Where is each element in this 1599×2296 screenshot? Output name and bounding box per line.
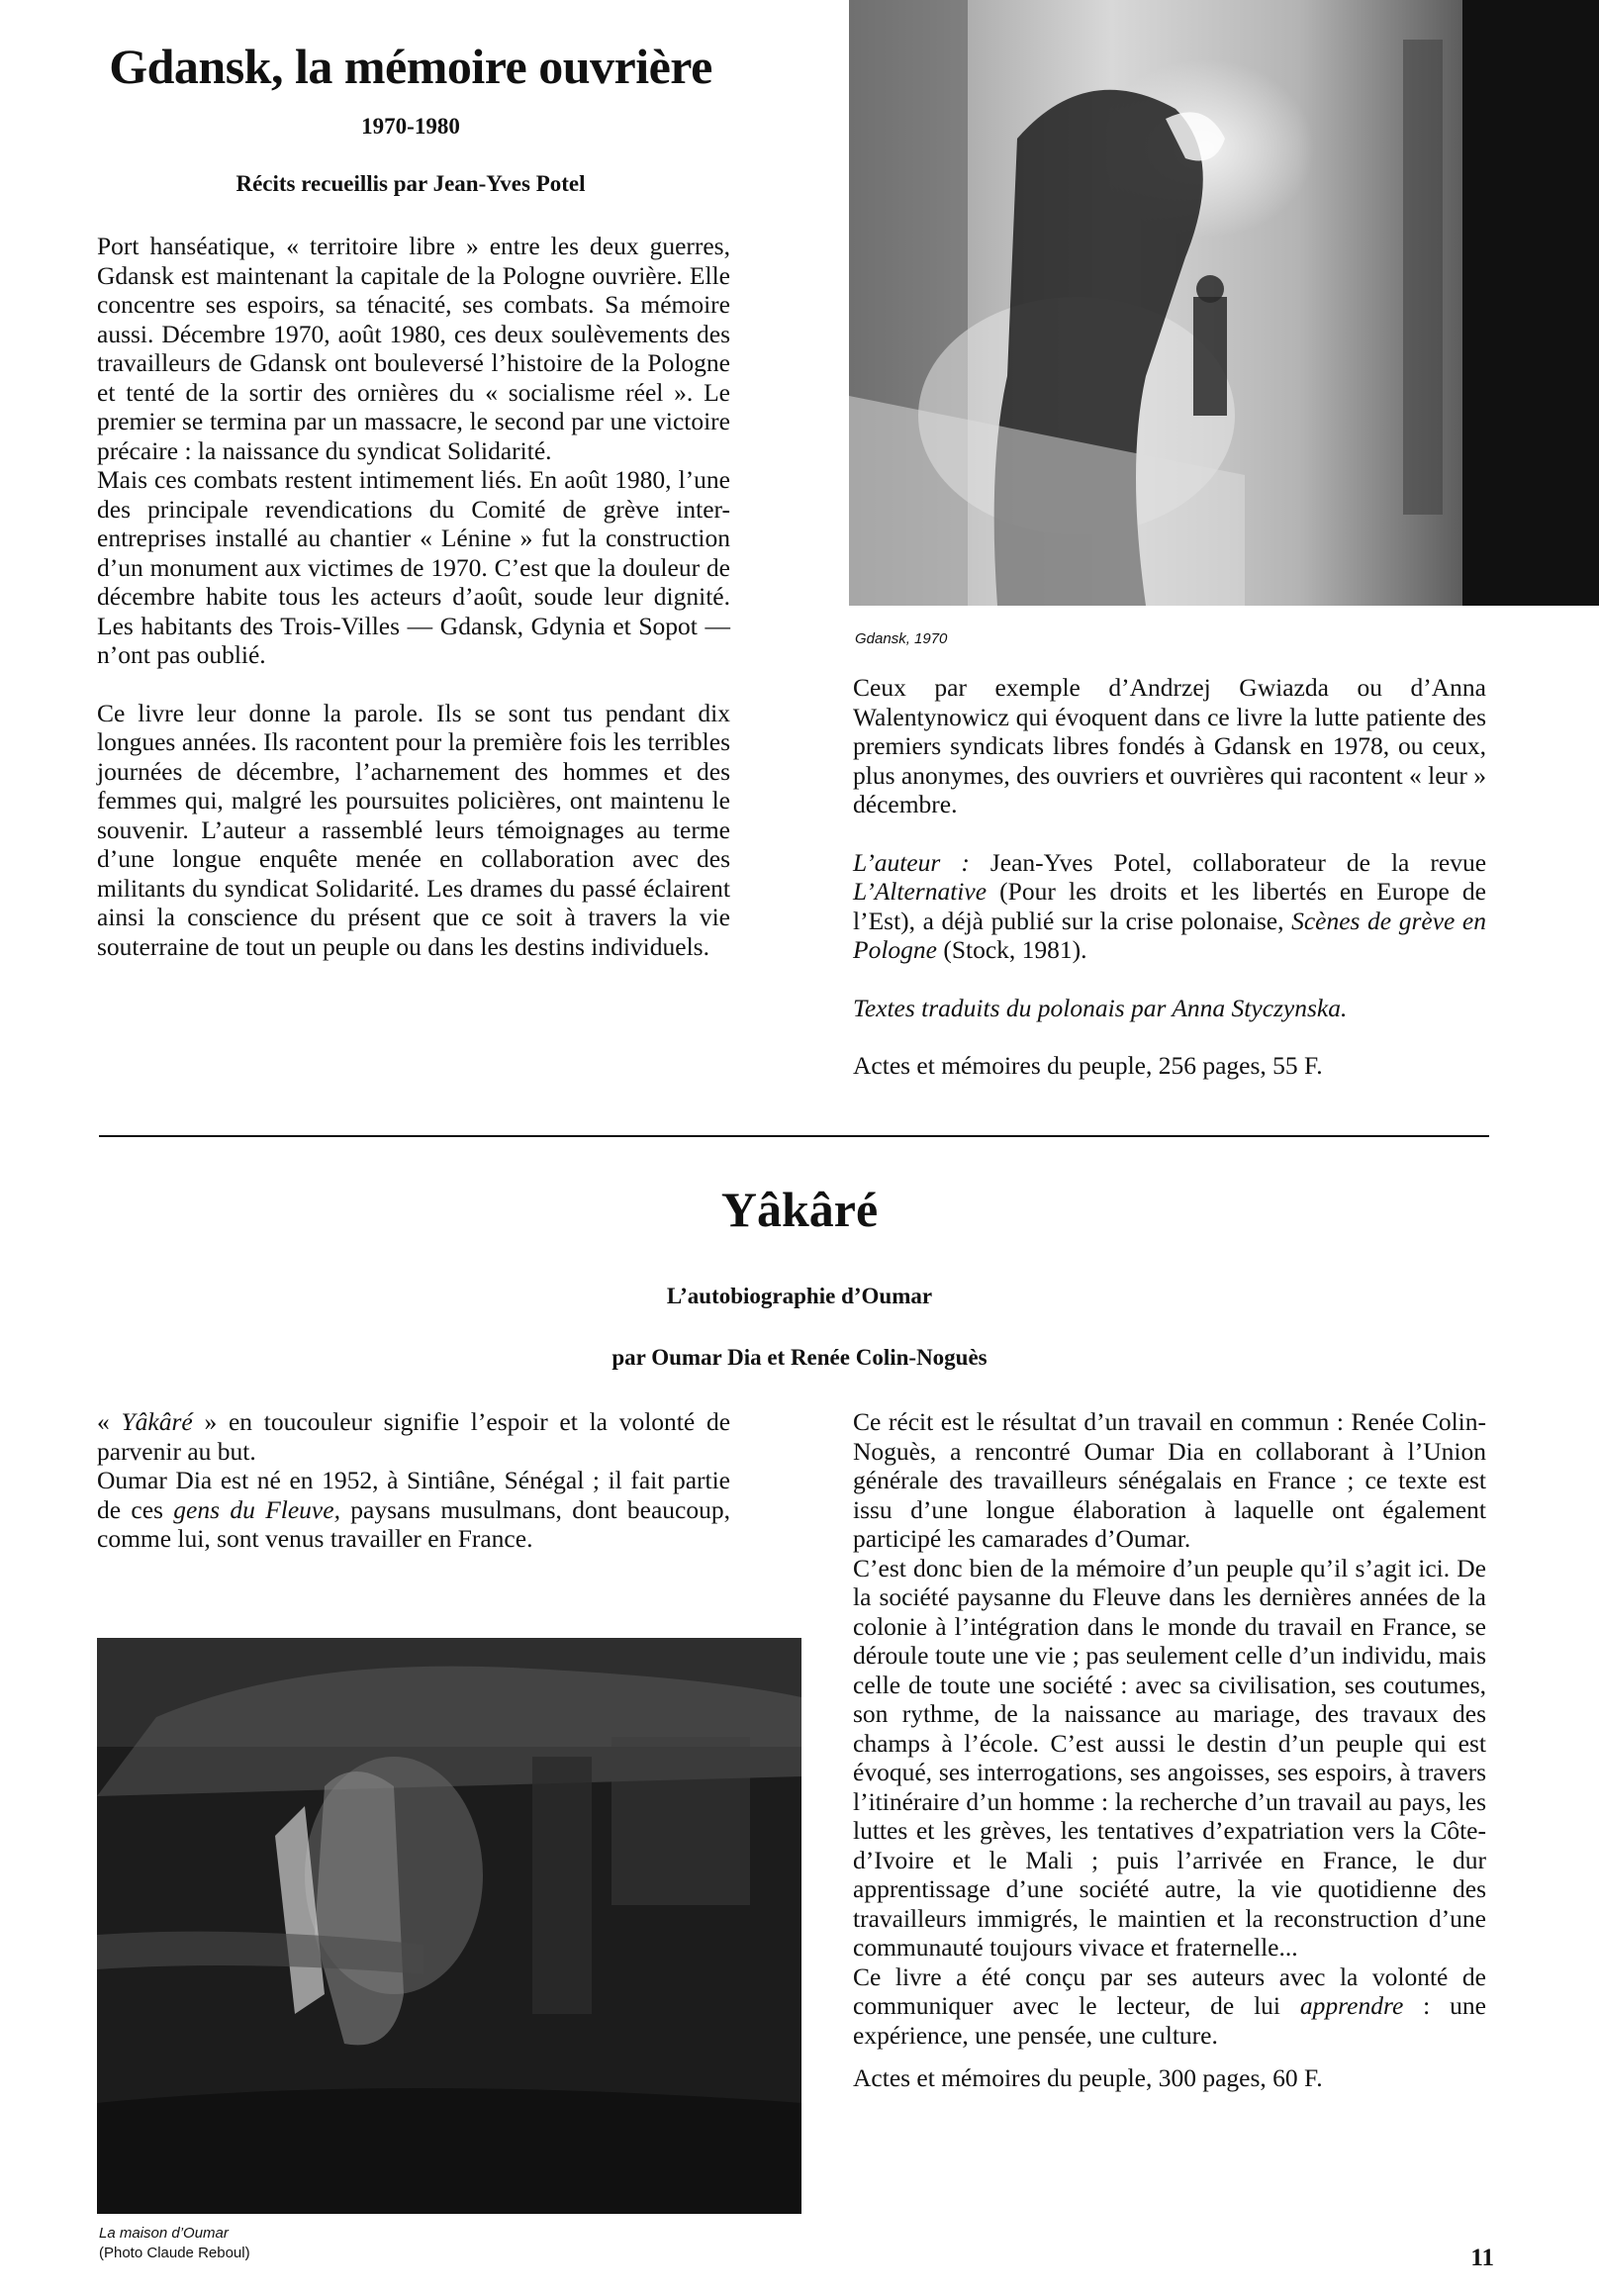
oumar-house-photo-image (97, 1638, 801, 2214)
article2-left-column (97, 1407, 730, 1554)
article1-paragraph-2: Mais ces combats restent intimement liés. En août 1980, l’une des principale revendications du Comité de grève inter-entreprises installé au chantier « Lénine » fut la construction d’un monument aux victimes de 1970. C’est que la douleur de décembre habite tous les acteurs d’août, soude leur dignité. Les habitants des Trois-Villes — Gdansk, Gdynia et Sopot — n’ont pas oublié. (97, 465, 730, 669)
article2-byline: par Oumar Dia et Renée Colin-Noguès (611, 1345, 988, 1370)
article2-intro-2 (97, 1466, 730, 1554)
article1-title: Gdansk, la mémoire ouvrière (109, 39, 712, 94)
article2-right-paragraph-1: Ce récit est le résultat d’un travail en commun : Renée Colin-Noguès, a rencontré Oumar Dia en collaborant à l’Union générale des travailleurs sénégalais en France ; ce texte est issu d’une longue élaboration à laquelle ont également participé les camarades d’Oumar. (853, 1407, 1486, 1553)
gdansk-photo (849, 0, 1599, 606)
intro2-b: paysans musulmans, dont beaucoup, comme lui, sont venus travailler en France. (97, 1494, 730, 1553)
article1-right-column (853, 673, 1486, 1081)
author-text-1: Jean-Yves Potel, collaborateur de la revue (969, 847, 1487, 877)
article2-subtitle: L’autobiographie d’Oumar (666, 1284, 933, 1308)
intro-rest: » en toucouleur signifie l’espoir et la volonté de parvenir au but. (97, 1407, 731, 1466)
intro2-em: gens du Fleuve, (173, 1494, 340, 1524)
oumar-house-photo (97, 1638, 801, 2214)
intro-word-yakare: Yâkâré (121, 1407, 193, 1436)
oumar-photo-credit: (Photo Claude Reboul) (99, 2245, 250, 2261)
article1-paragraph-1: Port hanséatique, « territoire libre » entre les deux guerres, Gdansk est maintenant la capitale de la Pologne ouvrière. Elle concentre ses espoirs, sa ténacité, ses combats. Sa mémoire aussi. Décembre 1970, août 1980, ces deux soulèvements des travailleurs de Gdansk ont bouleversé l’histoire de la Pologne et tenté de la sortir des ornières du « socialisme réel ». Le premier se termina par un massacre, le second par une victoire précaire : la naissance du syndicat Solidarité. (97, 232, 730, 465)
article1-translation: Textes traduits du polonais par Anna Styczynska. (853, 993, 1348, 1022)
para3-b: : une expérience, une pensée, une culture. (853, 1991, 1486, 2050)
article1-pubinfo: Actes et mémoires du peuple, 256 pages, 55 F. (853, 1051, 1323, 1080)
article1-dates: 1970-1980 (361, 114, 460, 139)
article1-byline: Récits recueillis par Jean-Yves Potel (235, 171, 586, 196)
article2-pubinfo: Actes et mémoires du peuple, 300 pages, 60 F. (853, 2063, 1323, 2092)
author-book: Scènes de grève en Pologne (853, 906, 1486, 964)
author-text-3: (Stock, 1981). (936, 935, 1087, 964)
article2-intro (97, 1407, 730, 1466)
author-revue: L’Alternative (853, 877, 988, 906)
intro-quote-open: « (97, 1407, 122, 1436)
oumar-photo-caption: La maison d’Oumar (99, 2225, 229, 2242)
article1-right-paragraph-1: Ceux par exemple d’Andrzej Gwiazda ou d’Anna Walentynowicz qui évoquent dans ce livre la lutte patiente des premiers syndicats libres fondés à Gdansk en 1978, ou ceux, plus anonymes, des ouvriers et ouvrières qui racontent « leur » décembre. (853, 673, 1486, 818)
article1-author-paragraph (853, 848, 1486, 965)
para3-em: apprendre (1299, 1991, 1404, 2020)
article2-right-paragraph-3 (853, 1962, 1486, 2051)
article1-left-column (97, 232, 730, 961)
article2-right-column (853, 1407, 1486, 2093)
para3-a: Ce livre a été conçu par ses auteurs avec la volonté de communiquer avec le lecteur, de lui (853, 1961, 1486, 2020)
gdansk-photo-image (849, 0, 1599, 606)
page-number: 11 (1470, 2245, 1494, 2271)
author-label: L’auteur : (853, 847, 970, 877)
author-text-2: (Pour les droits et les libertés en Europe de l’Est), a déjà publié sur la crise polonaise, (853, 877, 1486, 935)
gdansk-photo-caption: Gdansk, 1970 (855, 630, 948, 647)
article1-paragraph-3: Ce livre leur donne la parole. Ils se sont tus pendant dix longues années. Ils racontent pour la première fois les terribles journées de décembre, l’acharnement des hommes et des femmes qui, malgré les poursuites policières, ont maintenu le souvenir. L’auteur a rassemblé leurs témoignages au terme d’une longue enquête menée en collaboration avec des militants du syndicat Solidarité. Les drames du passé éclairent ainsi la conscience du présent que ce soit à travers la vie souterraine de tout un peuple ou dans les destins individuels. (97, 698, 730, 961)
article2-right-paragraph-2: C’est donc bien de la mémoire d’un peuple qu’il s’agit ici. De la société paysanne du Fleuve dans les dernières années de la colonie à l’intégration dans le monde du travail en France, se déroule toute une vie ; pas seulement celle d’un individu, mais celle de toute une société : avec sa civilisation, ses coutumes, son rythme, de la naissance au mariage, des travaux des champs à l’école. C’est aussi le destin d’un peuple qui est évoqué, ses interrogations, ses angoisses, ses espoirs, à travers l’itinéraire d’un homme : la recherche d’un travail au pays, les luttes et les grèves, les tentatives d’expatriation vers la Côte-d’Ivoire et le Mali ; puis l’arrivée en France, le dur apprentissage d’une société autre, la vie quotidienne des travailleurs immigrés, le maintien et la reconstruction d’une communauté toujours vivace et fraternelle... (853, 1553, 1486, 1961)
article2-title: Yâkâré (720, 1182, 879, 1237)
intro2-a: Oumar Dia est né en 1952, à Sintiâne, Sénégal ; il fait partie de ces (97, 1466, 730, 1524)
section-divider (99, 1135, 1489, 1137)
